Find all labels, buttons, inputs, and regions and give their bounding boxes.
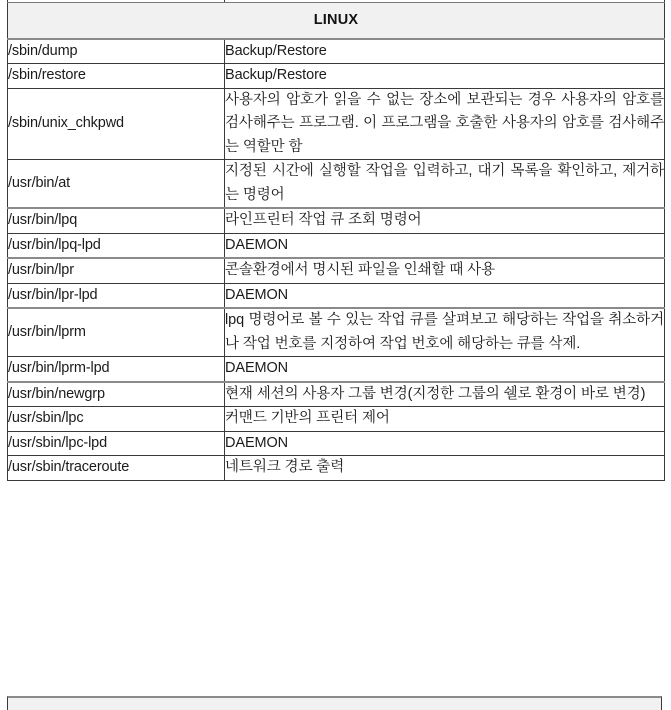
table-row [8, 64, 665, 88]
command-description-text: 라인프린터 작업 큐 조회 명령어 [225, 212, 422, 229]
command-description-cell [225, 283, 665, 308]
command-description-cell [225, 208, 665, 233]
command-description-text: DAEMON [225, 236, 289, 253]
table-row-partial-bottom [7, 696, 662, 710]
command-path-text: /usr/sbin/lpc-lpd [8, 434, 107, 451]
command-path-cell [8, 258, 225, 283]
command-path-text: /usr/bin/lpq [8, 212, 78, 229]
table-row [8, 233, 665, 258]
command-path-text: /usr/bin/lpr-lpd [8, 286, 98, 303]
command-path-text: /usr/bin/lprm-lpd [8, 360, 110, 377]
command-description-cell [225, 88, 665, 159]
command-path-text: /sbin/unix_chkpwd [8, 115, 124, 132]
table-body [8, 0, 665, 39]
command-path-cell [8, 233, 225, 258]
command-description-text: 콘솔환경에서 명시된 파일을 인쇄할 때 사용 [225, 262, 495, 279]
command-path-text: /usr/bin/at [8, 175, 71, 192]
table-row [8, 357, 665, 382]
table-row [8, 407, 665, 431]
command-description-cell [225, 39, 665, 64]
table-row [8, 160, 665, 208]
command-path-text: /usr/bin/lpr [8, 262, 74, 279]
command-path-cell [8, 64, 225, 88]
command-description-text: Backup/Restore [225, 43, 327, 59]
command-description-text: DAEMON [225, 286, 289, 303]
command-path-cell [8, 382, 225, 407]
command-description-cell [225, 407, 665, 431]
table-row [8, 308, 665, 356]
table-row [8, 456, 665, 480]
command-description-cell [225, 308, 665, 356]
table-header-row [8, 3, 665, 40]
command-path-text: /usr/sbin/lpc [8, 410, 84, 427]
command-path-text: /usr/sbin/traceroute [8, 459, 130, 476]
table-row [8, 88, 665, 159]
command-description-text: 지정된 시간에 실행할 작업을 입력하고, 대기 목록을 확인하고, 제거하는 명령어 [225, 163, 664, 203]
command-description-text: DAEMON [225, 434, 289, 451]
command-path-cell [8, 283, 225, 308]
command-path-text: /usr/bin/newgrp [8, 385, 105, 402]
command-path-text: /usr/bin/lprm [8, 324, 86, 341]
command-description-cell [225, 160, 665, 208]
table-header-cell [8, 3, 665, 40]
command-path-text: /usr/bin/lpq-lpd [8, 236, 101, 253]
command-description-cell [225, 64, 665, 88]
command-path-cell [8, 208, 225, 233]
table-row [8, 258, 665, 283]
table-row [8, 382, 665, 407]
command-description-cell [225, 233, 665, 258]
command-path-cell [8, 160, 225, 208]
command-path-text: /sbin/restore [8, 67, 86, 84]
table-row [8, 39, 665, 64]
command-description-text: 사용자의 암호가 읽을 수 없는 장소에 보관되는 경우 사용자의 암호를 검사해주는 프로그램. 이 프로그램을 호출한 사용자의 암호를 검사해주는 역할만 함 [225, 91, 664, 155]
command-path-cell [8, 431, 225, 455]
command-description-cell [225, 431, 665, 455]
command-path-text: /sbin/dump [8, 43, 78, 59]
table-row [8, 208, 665, 233]
linux-command-table-wrapper [7, 0, 664, 481]
command-description-text: lpq 명령어로 볼 수 있는 작업 큐를 살펴보고 해당하는 작업을 취소하거나 작업 번호를 지정하여 작업 번호에 해당하는 큐를 삭제. [225, 312, 664, 352]
command-description-text: 현재 세션의 사용자 그룹 변경(지정한 그룹의 쉘로 환경이 바로 변경) [225, 385, 646, 402]
command-description-cell [225, 382, 665, 407]
table-row [8, 431, 665, 455]
command-path-cell [8, 456, 225, 480]
command-path-cell [8, 88, 225, 159]
command-description-text: Backup/Restore [225, 67, 327, 84]
table-data-rows [8, 39, 665, 480]
command-path-cell [8, 407, 225, 431]
table-title: LINUX [313, 12, 359, 28]
command-path-cell [8, 39, 225, 64]
command-description-cell [225, 258, 665, 283]
command-description-cell [225, 456, 665, 480]
command-description-cell [225, 357, 665, 382]
command-description-text: 커맨드 기반의 프린터 제어 [225, 410, 390, 427]
linux-command-table [7, 0, 665, 481]
table-row [8, 283, 665, 308]
command-description-text: 네트워크 경로 출력 [225, 459, 345, 476]
command-path-cell [8, 308, 225, 356]
command-description-text: DAEMON [225, 360, 289, 377]
command-path-cell [8, 357, 225, 382]
